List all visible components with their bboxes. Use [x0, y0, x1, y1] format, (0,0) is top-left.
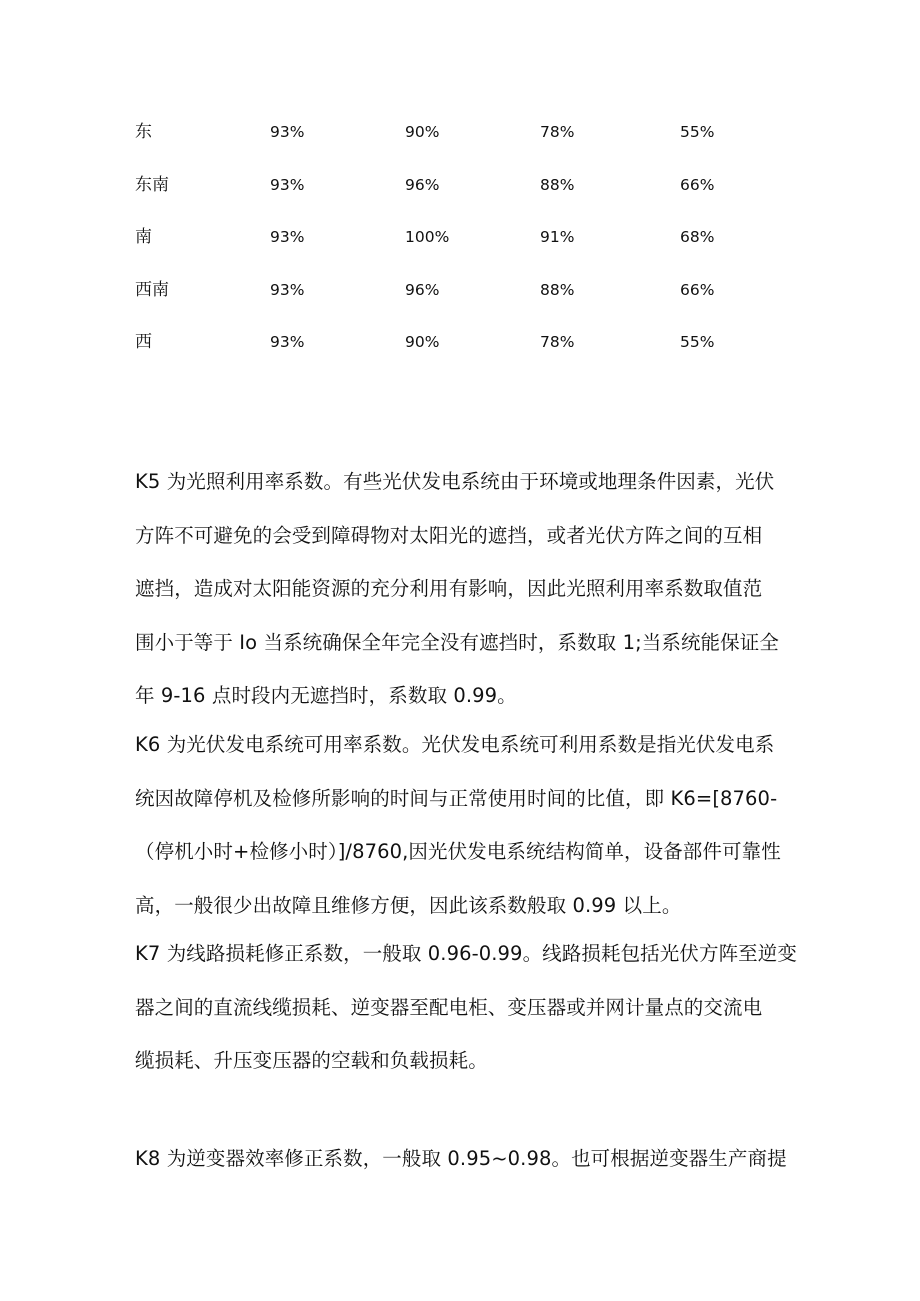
- value-cell: 91%: [540, 228, 575, 246]
- value-cell: 100%: [405, 228, 450, 246]
- direction-cell: 南: [135, 227, 152, 247]
- direction-cell: 东南: [135, 174, 169, 195]
- value-cell: 68%: [680, 228, 715, 246]
- table-row: [135, 218, 815, 271]
- value-cell: 90%: [405, 123, 440, 141]
- table-row: [135, 271, 815, 324]
- paragraph-line: 缆损耗、升压变压器的空载和负载损耗。: [135, 1049, 488, 1072]
- paragraph-line: K7 为线路损耗修正系数，一般取 0.96-0.99。线路损耗包括光伏方阵至逆变: [135, 942, 797, 965]
- value-cell: 55%: [680, 333, 715, 351]
- paragraph-k6-availability: [135, 718, 795, 932]
- value-cell: 93%: [270, 175, 305, 194]
- paragraph-line: 围小于等于 Io 当系统确保全年完全没有遮挡时，系数取 1;当系统能保证全: [135, 630, 779, 654]
- value-cell: 96%: [405, 175, 440, 194]
- direction-cell: 东: [135, 122, 152, 142]
- orientation-efficiency-table: [135, 113, 815, 376]
- paragraph-line: 方阵不可避免的会受到障碍物对太阳光的遮挡，或者光伏方阵之间的互相: [135, 523, 763, 547]
- paragraph-k5-light-utilization: [135, 455, 795, 723]
- value-cell: 66%: [680, 175, 715, 194]
- paragraph-line: 年 9-16 点时段内无遮挡时，系数取 0.99。: [135, 684, 517, 707]
- value-cell: 93%: [270, 228, 305, 246]
- table-row: [135, 166, 815, 219]
- paragraph-line: 高，一般很少出故障且维修方便，因此该系数般取 0.99 以上。: [135, 893, 682, 917]
- direction-cell: 西: [135, 332, 152, 352]
- paragraph-k7-line-loss: [135, 927, 795, 1088]
- value-cell: 66%: [680, 280, 715, 299]
- paragraph-line: 器之间的直流线缆损耗、逆变器至配电柜、变压器或并网计量点的交流电: [135, 995, 763, 1019]
- paragraph-line: K8 为逆变器效率修正系数，一般取 0.95~0.98。也可根据逆变器生产商提: [135, 1147, 787, 1170]
- paragraph-line: 遮挡，造成对太阳能资源的充分利用有影响，因此光照利用率系数取值范: [135, 577, 763, 600]
- value-cell: 93%: [270, 333, 305, 351]
- paragraph-k8-inverter-efficiency: [135, 1132, 795, 1186]
- value-cell: 78%: [540, 123, 575, 141]
- value-cell: 90%: [405, 333, 440, 351]
- value-cell: 88%: [540, 280, 575, 299]
- table-row: [135, 323, 815, 376]
- value-cell: 93%: [270, 123, 305, 141]
- value-cell: 93%: [270, 280, 305, 299]
- value-cell: 55%: [680, 123, 715, 141]
- table-row: [135, 113, 815, 166]
- value-cell: 88%: [540, 175, 575, 194]
- paragraph-line: K5 为光照利用率系数。有些光伏发电系统由于环境或地理条件因素，光伏: [135, 470, 775, 493]
- direction-cell: 西南: [135, 279, 169, 300]
- paragraph-line: K6 为光伏发电系统可用率系数。光伏发电系统可利用系数是指光伏发电系: [135, 733, 775, 756]
- paragraph-line: （停机小时+检修小时）]/8760,因光伏发电系统结构简单，设备部件可靠性: [135, 840, 781, 863]
- value-cell: 96%: [405, 280, 440, 299]
- value-cell: 78%: [540, 333, 575, 351]
- paragraph-line: 统因故障停机及检修所影响的时间与正常使用时间的比值，即 K6=[8760-: [135, 786, 778, 810]
